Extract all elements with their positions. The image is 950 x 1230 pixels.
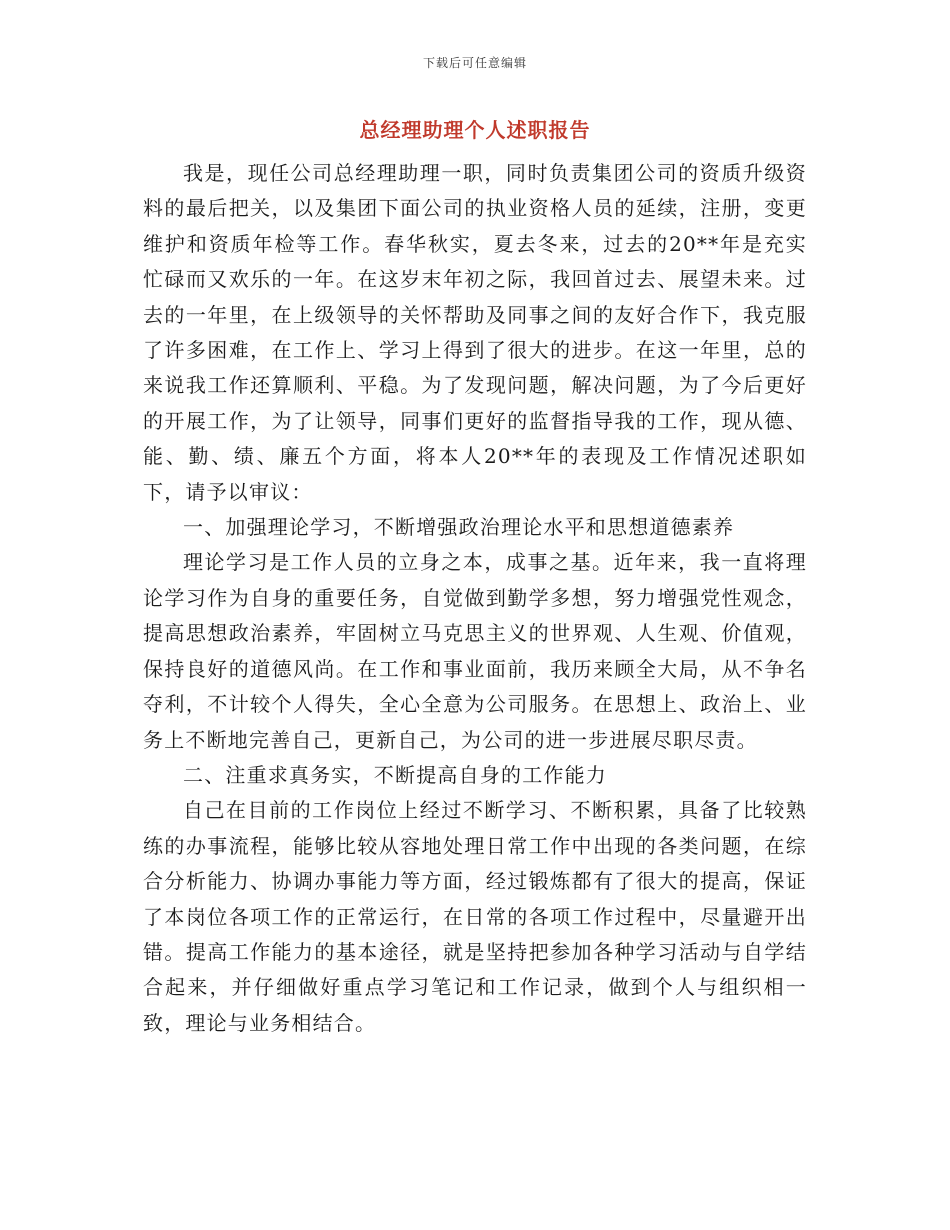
section-heading-1: 一、加强理论学习，不断增强政治理论水平和思想道德素养 <box>183 515 735 540</box>
paragraph-section-1: 理论学习是工作人员的立身之本，成事之基。近年来，我一直将理论学习作为自身的重要任务，自觉做到勤学多想，努力增强党性观念，提高思想政治素养，牢固树立马克思主义的世界观、人生观、价值观，保持良好的道德风尚。在工作和事业面前，我历来顾全大局，从不争名夺利，不计较个人得失，全心全意为公司服务。在思想上、政治上、业务上不断地完善自己，更新自己，为公司的进一步进展尽职尽责。 <box>143 550 807 752</box>
paragraph-intro: 我是，现任公司总经理助理一职，同时负责集团公司的资质升级资料的最后把关，以及集团下面公司的执业资格人员的延续，注册，变更维护和资质年检等工作。春华秋实，夏去冬来，过去的20**年是充实忙碌而又欢乐的一年。在这岁末年初之际，我回首过去、展望未来。过去的一年里，在上级领导的关怀帮助及同事之间的友好合作下，我克服了许多困难，在工作上、学习上得到了很大的进步。在这一年里，总的来说我工作还算顺利、平稳。为了发现问题，解决问题，为了今后更好的开展工作，为了让领导，同事们更好的监督指导我的工作，现从德、能、勤、绩、廉五个方面，将本人20**年的表现及工作情况述职如下，请予以审议： <box>143 161 807 504</box>
document-body <box>143 156 807 1041</box>
paragraph-section-2: 自己在目前的工作岗位上经过不断学习、不断积累，具备了比较熟练的办事流程，能够比较从容地处理日常工作中出现的各类问题，在综合分析能力、协调办事能力等方面，经过锻炼都有了很大的提高，保证了本岗位各项工作的正常运行，在日常的各项工作过程中，尽量避开出错。提高工作能力的基本途径，就是坚持把参加各种学习活动与自学结合起来，并仔细做好重点学习笔记和工作记录，做到个人与组织相一致，理论与业务相结合。 <box>143 798 807 1035</box>
header-note: 下载后可任意编辑 <box>422 56 527 70</box>
document-title: 总经理助理个人述职报告 <box>359 118 591 142</box>
section-heading-2: 二、注重求真务实，不断提高自身的工作能力 <box>183 762 607 787</box>
